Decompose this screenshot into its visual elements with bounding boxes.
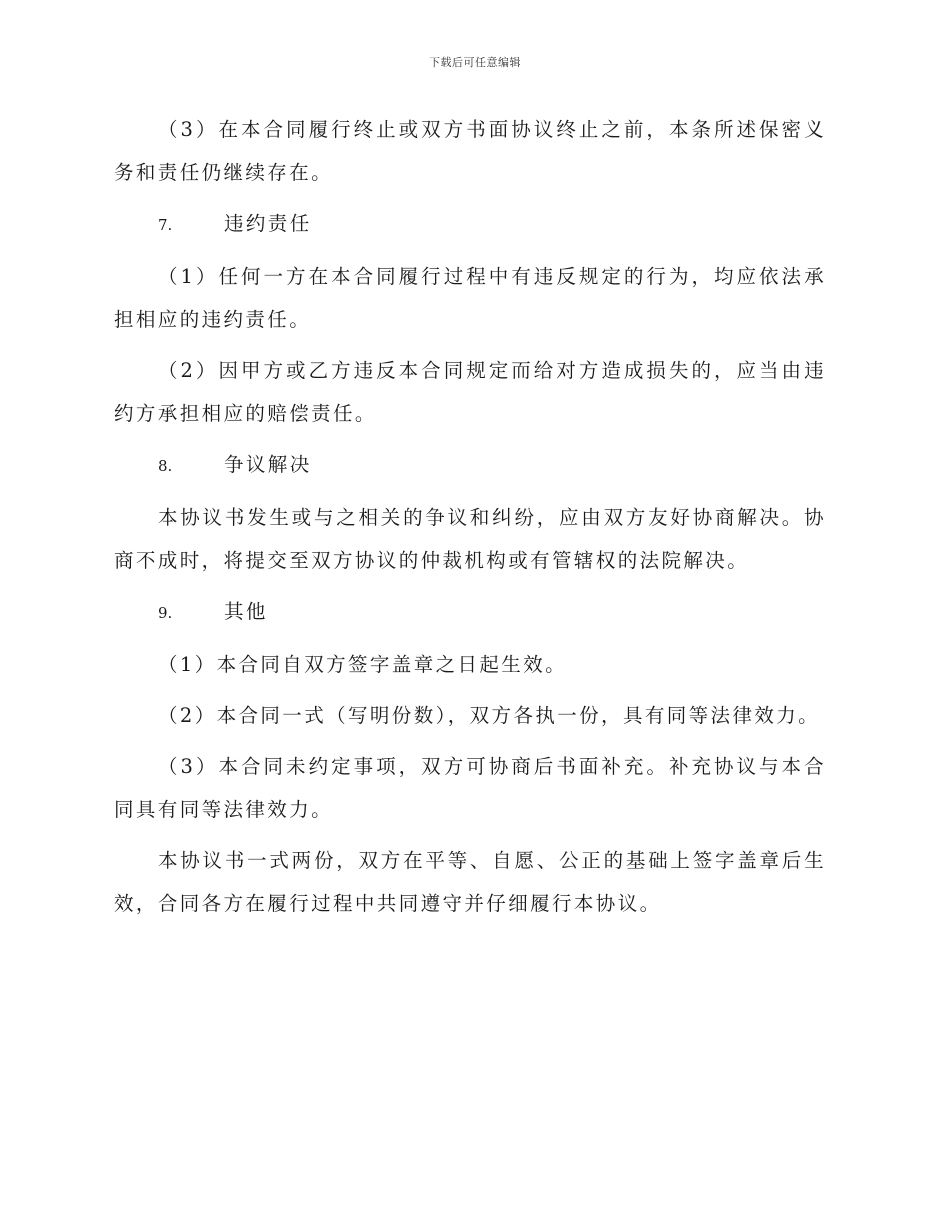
page-header: 下载后可任意编辑 xyxy=(429,56,521,69)
section-number: 7. xyxy=(158,216,173,234)
document-body xyxy=(114,108,826,933)
paragraph-other-2: （2）本合同一式（写明份数），双方各执一份，具有同等法律效力。 xyxy=(158,704,821,727)
paragraph-closing: 本协议书一式两份，双方在平等、自愿、公正的基础上签字盖章后生效，合同各方在履行过程中共同遵守并仔细履行本协议。 xyxy=(114,849,826,915)
paragraph-dispute: 本协议书发生或与之相关的争议和纠纷，应由双方友好协商解决。协商不成时，将提交至双方协议的仲裁机构或有管辖权的法院解决。 xyxy=(114,506,826,572)
section-number: 9. xyxy=(158,604,173,622)
section-heading-9 xyxy=(114,590,826,635)
paragraph-confidentiality-3: （3）在本合同履行终止或双方书面协议终止之前，本条所述保密义务和责任仍继续存在。 xyxy=(114,118,826,184)
section-title: 争议解决 xyxy=(224,453,312,476)
section-heading-8 xyxy=(114,443,826,488)
paragraph-other-1: （1）本合同自双方签字盖章之日起生效。 xyxy=(158,653,568,676)
section-heading-7 xyxy=(114,202,826,247)
section-title: 其他 xyxy=(224,600,268,623)
paragraph-other-3: （3）本合同未约定事项，双方可协商后书面补充。补充协议与本合同具有同等法律效力。 xyxy=(114,755,826,821)
paragraph-liability-1: （1）任何一方在本合同履行过程中有违反规定的行为，均应依法承担相应的违约责任。 xyxy=(114,265,826,331)
section-title: 违约责任 xyxy=(224,212,312,235)
paragraph-liability-2: （2）因甲方或乙方违反本合同规定而给对方造成损失的，应当由违约方承担相应的赔偿责任。 xyxy=(114,359,826,425)
section-number: 8. xyxy=(158,457,173,475)
